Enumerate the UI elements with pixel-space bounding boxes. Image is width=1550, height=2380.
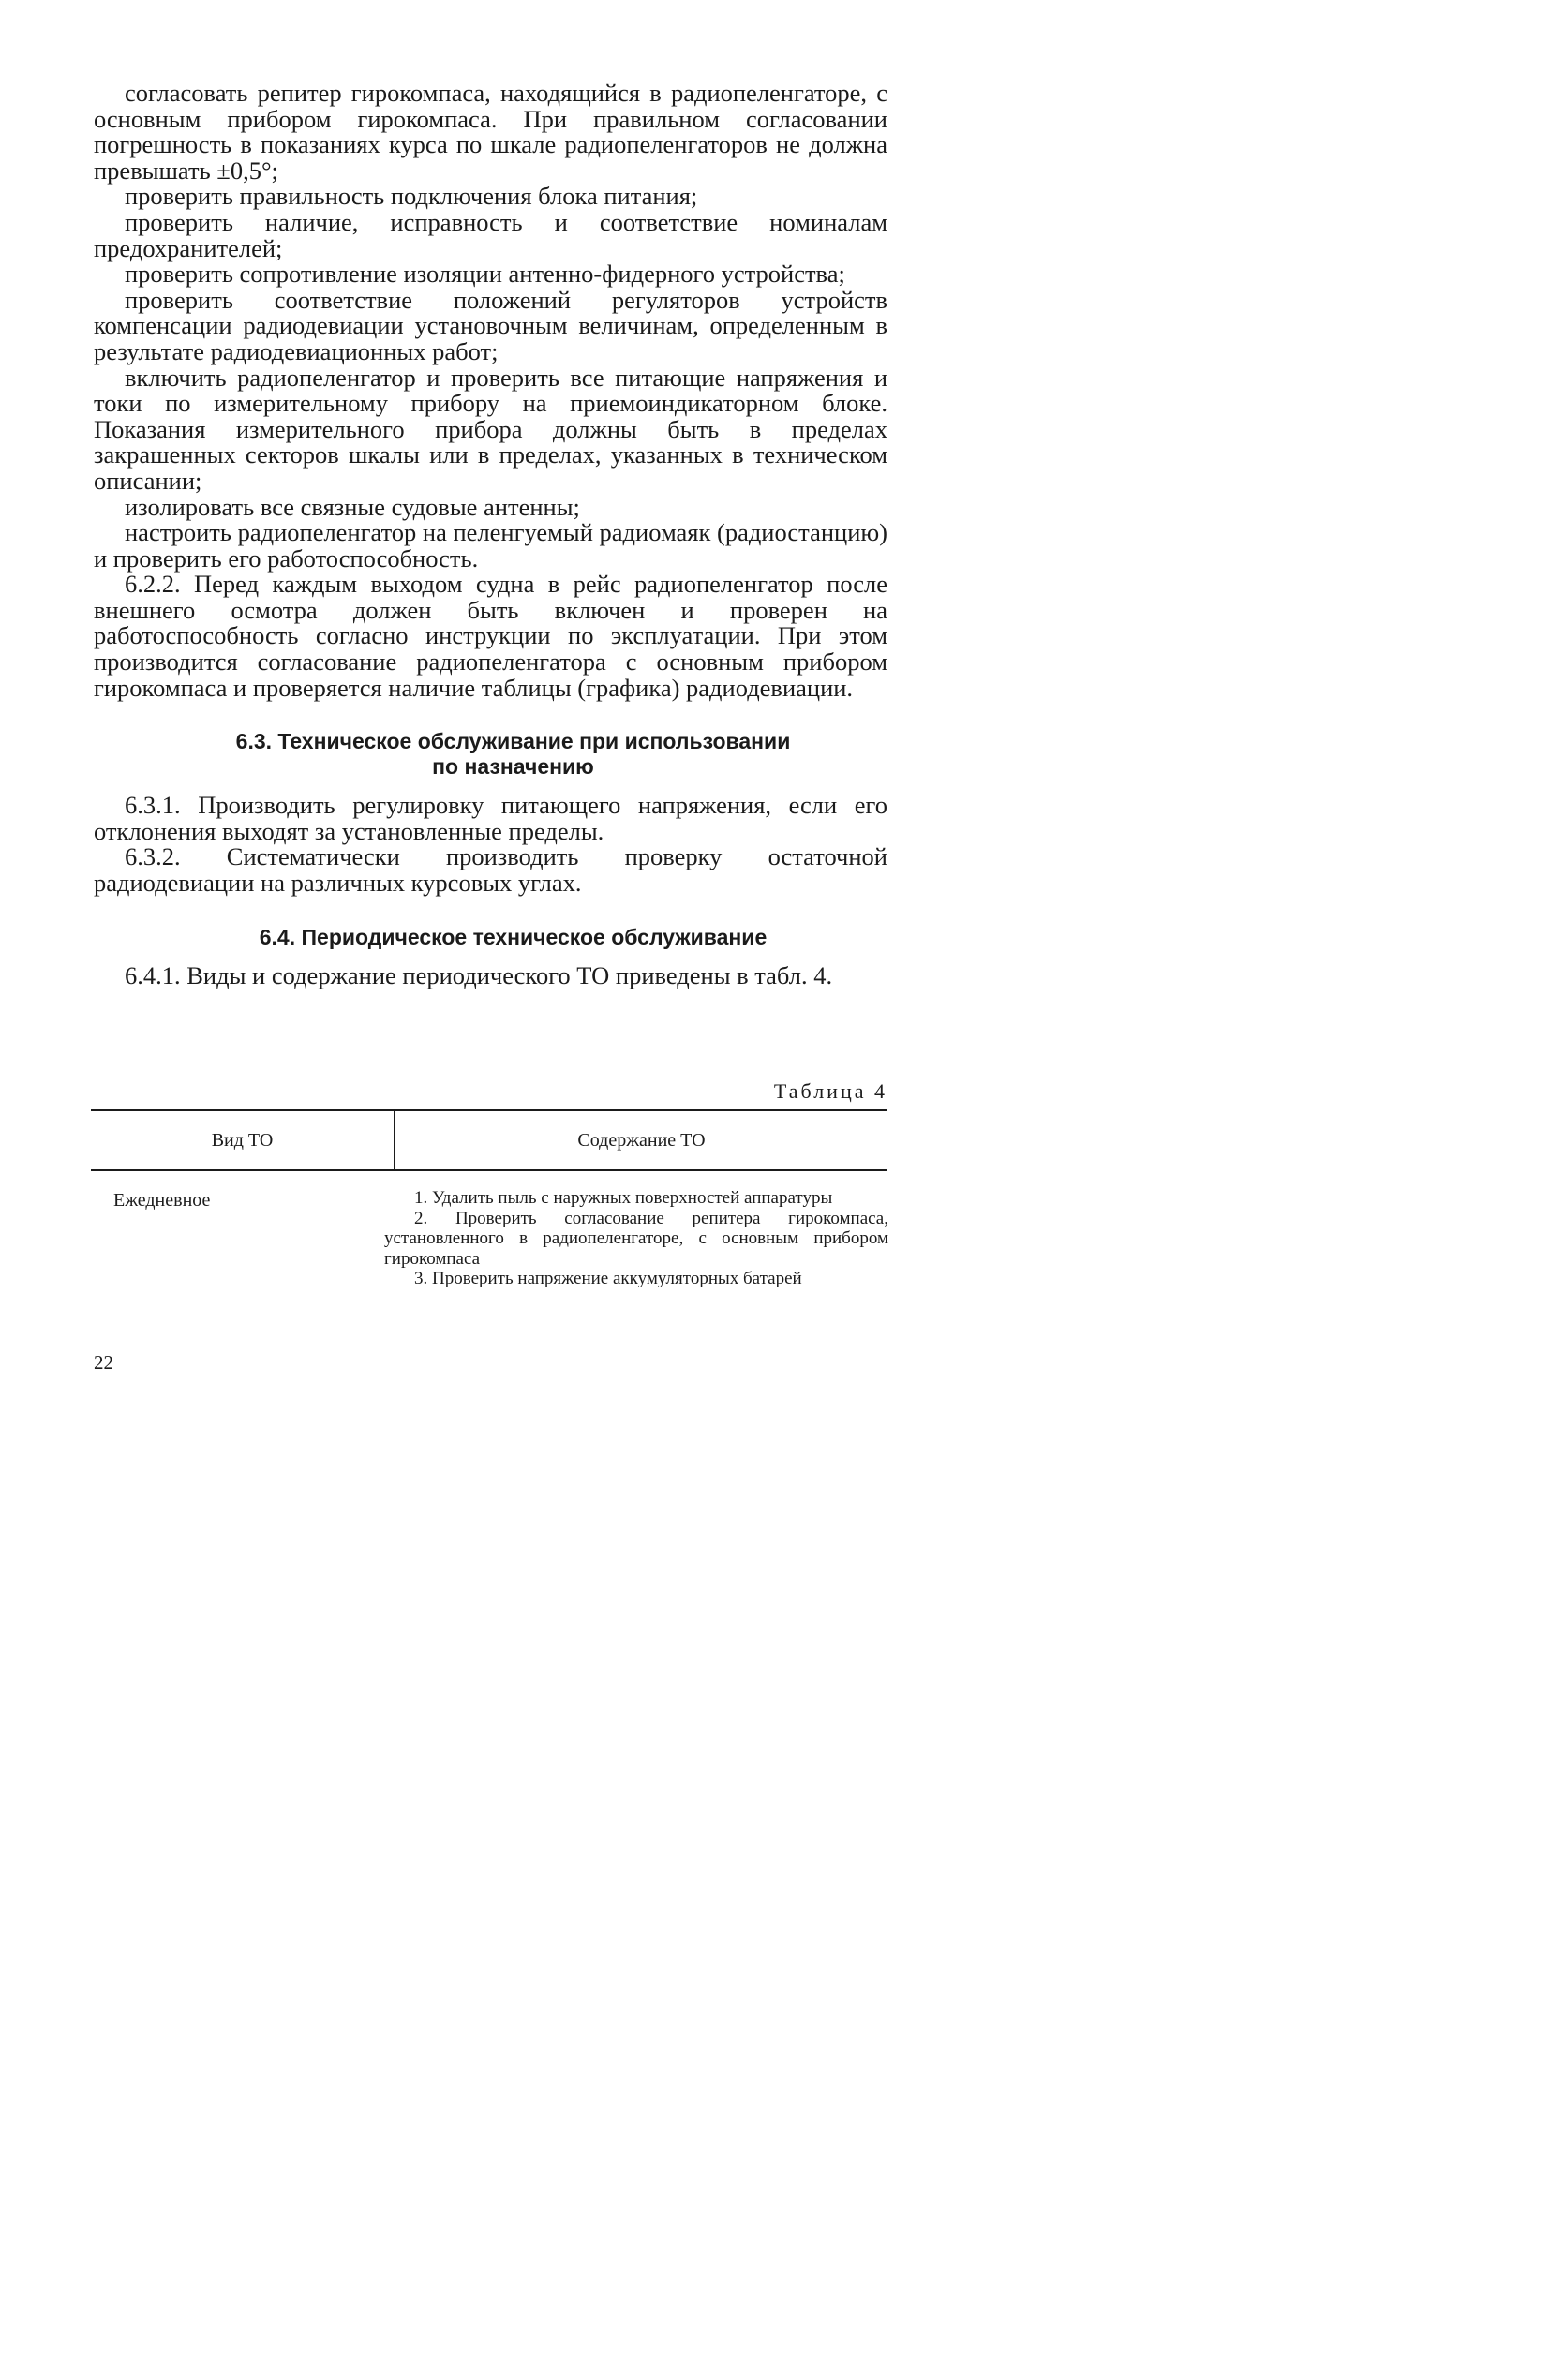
page-number: 22 <box>94 1351 113 1374</box>
document-page <box>0 0 954 1465</box>
section-heading: 6.3. Техническое обслуживание при использовании <box>235 729 791 754</box>
paragraph: включить радиопеленгатор и проверить все питающие напряжения и токи по измерительному прибору на приемоиндикаторном блоке. Показания измерительного прибора должны быть в пределах закрашенных секторов шкалы или в пределах, указанных в техническом описании; <box>94 363 887 495</box>
list-item: 1. Удалить пыль с наружных поверхностей аппаратуры <box>414 1188 833 1208</box>
paragraph: 6.3.2. Систематически производить проверку остаточной радиодевиации на различных курсовых углах. <box>94 842 887 898</box>
paragraph: проверить наличие, исправность и соответствие номиналам предохранителей; <box>94 207 887 262</box>
paragraph: согласовать репитер гирокомпаса, находящийся в радиопеленгаторе, с основным прибором гирокомпаса. При правильном согласовании погрешность в показаниях курса по шкале радиопеленгаторов не должна превышать ±0,5°; <box>94 79 887 185</box>
table-caption-wrap <box>91 1079 887 1104</box>
table-caption: Таблица 4 <box>773 1079 887 1103</box>
paragraph: проверить соответствие положений регуляторов устройств компенсации радиодевиации установочным величинам, определенным в результате радиодевиационных работ; <box>94 285 887 365</box>
table-header <box>91 1111 887 1169</box>
paragraph: 6.4.1. Виды и содержание периодического ТО приведены в табл. 4. <box>125 960 833 989</box>
cell-maintenance-type: Ежедневное <box>113 1190 211 1211</box>
paragraph: проверить правильность подключения блока питания; <box>125 182 698 211</box>
paragraph: 6.2.2. Перед каждым выходом судна в рейс радиопеленгатор после внешнего осмотра должен быть включен и проверен на работоспособность согласно инструкции по эксплуатации. При этом производится согласование радиопеленгатора с основным прибором гирокомпаса и проверяется наличие таблицы (графика) радиодевиации. <box>94 570 887 702</box>
list-item: 2. Проверить согласование репитера гирокомпаса, установленного в радиопеленгаторе, с основным прибором гирокомпаса <box>384 1208 888 1269</box>
section-heading: 6.4. Периодическое техническое обслуживание <box>259 924 768 949</box>
paragraph: изолировать все связные судовые антенны; <box>125 492 580 521</box>
section-heading: по назначению <box>432 754 594 780</box>
paragraph: настроить радиопеленгатор на пеленгуемый радиомаяк (радиостанцию) и проверить его работоспособность. <box>94 518 887 573</box>
paragraph: проверить сопротивление изоляции антенно-фидерного устройства; <box>125 260 845 289</box>
list-item: 3. Проверить напряжение аккумуляторных батарей <box>414 1269 802 1288</box>
cell-maintenance-content <box>384 1188 888 1289</box>
body-text <box>94 81 887 989</box>
column-header-type: Вид ТО <box>211 1130 274 1151</box>
table-header-rule <box>91 1169 887 1171</box>
column-header-content: Содержание ТО <box>577 1130 706 1151</box>
paragraph: 6.3.1. Производить регулировку питающего напряжения, если его отклонения выходят за установленные пределы. <box>94 791 887 845</box>
table <box>91 1109 888 1288</box>
